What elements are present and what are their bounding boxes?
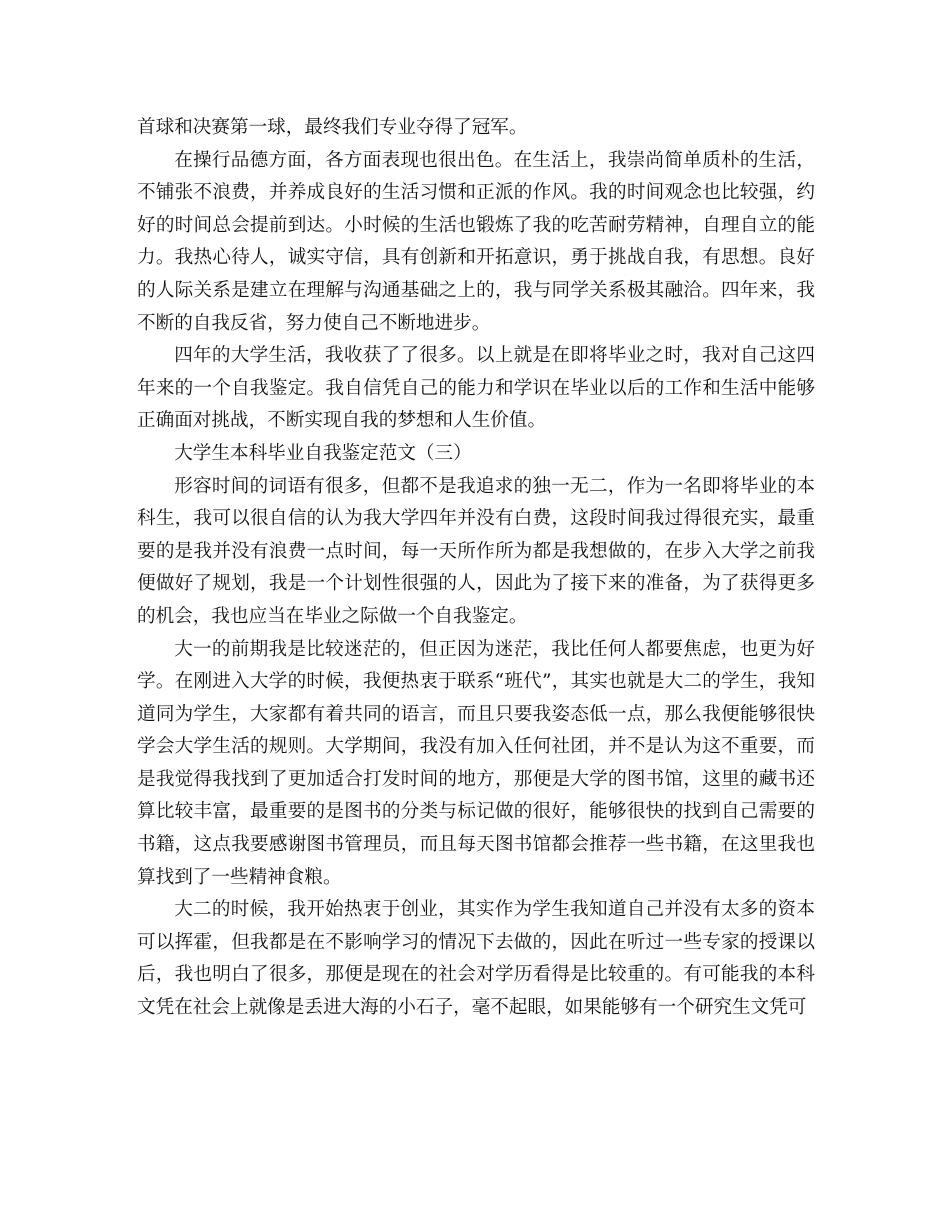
paragraph-conduct: 在操行品德方面，各方面表现也很出色。在生活上，我崇尚简单质朴的生活，不铺张不浪费，并养成良好的生活习惯和正派的作风。我的时间观念也比较强，约好的时间总会提前到达。小时候的生活也锻炼了我的吃苦耐劳精神，自理自立的能力。我热心待人，诚实守信，具有创新和开拓意识，勇于挑战自我，有思想。良好的人际关系是建立在理解与沟通基础之上的，我与同学关系极其融洽。四年来，我不断的自我反省，努力使自己不断地进步。 [137,149,815,334]
paragraph-summary: 四年的大学生活，我收获了了很多。以上就是在即将毕业之时，我对自己这四年来的一个自我鉴定。我自信凭自己的能力和学识在毕业以后的工作和生活中能够正确面对挑战，不断实现自我的梦想和人生价值。 [137,345,815,432]
paragraph-sophomore: 大二的时候，我开始热衷于创业，其实作为学生我知道自己并没有太多的资本可以挥霍，但我都是在不影响学习的情况下去做的，因此在听过一些专家的授课以后，我也明白了很多，那便是现在的社会对学历看得是比较重的。有可能我的本科文凭在社会上就像是丢进大海的小石子，毫不起眼，如果能够有一个研究生文凭可 [137,899,815,1019]
paragraph-intro: 形容时间的词语有很多，但都不是我追求的独一无二，作为一名即将毕业的本科生，我可以很自信的认为我大学四年并没有白费，这段时间我过得很充实，最重要的是我并没有浪费一点时间，每一天所作所为都是我想做的，在步入大学之前我便做好了规划，我是一个计划性很强的人，因此为了接下来的准备，为了获得更多的机会，我也应当在毕业之际做一个自我鉴定。 [137,475,815,627]
paragraph-freshman: 大一的前期我是比较迷茫的，但正因为迷茫，我比任何人都要焦虑，也更为好学。在刚进入大学的时候，我便热衷于联系“班代”，其实也就是大二的学生，我知道同为学生，大家都有着共同的语言，而且只要我姿态低一点，那么我便能够很快学会大学生活的规则。大学期间，我没有加入任何社团，并不是认为这不重要，而是我觉得我找到了更加适合打发时间的地方，那便是大学的图书馆，这里的藏书还算比较丰富，最重要的是图书的分类与标记做的很好，能够很快的找到自己需要的书籍，这点我要感谢图书管理员，而且每天图书馆都会推荐一些书籍，在这里我也算找到了一些精神食粮。 [137,638,815,888]
section-heading: 大学生本科毕业自我鉴定范文（三） [174,442,472,464]
document-body [137,112,815,1025]
paragraph-continuation: 首球和决赛第一球，最终我们专业夺得了冠军。 [137,117,528,138]
